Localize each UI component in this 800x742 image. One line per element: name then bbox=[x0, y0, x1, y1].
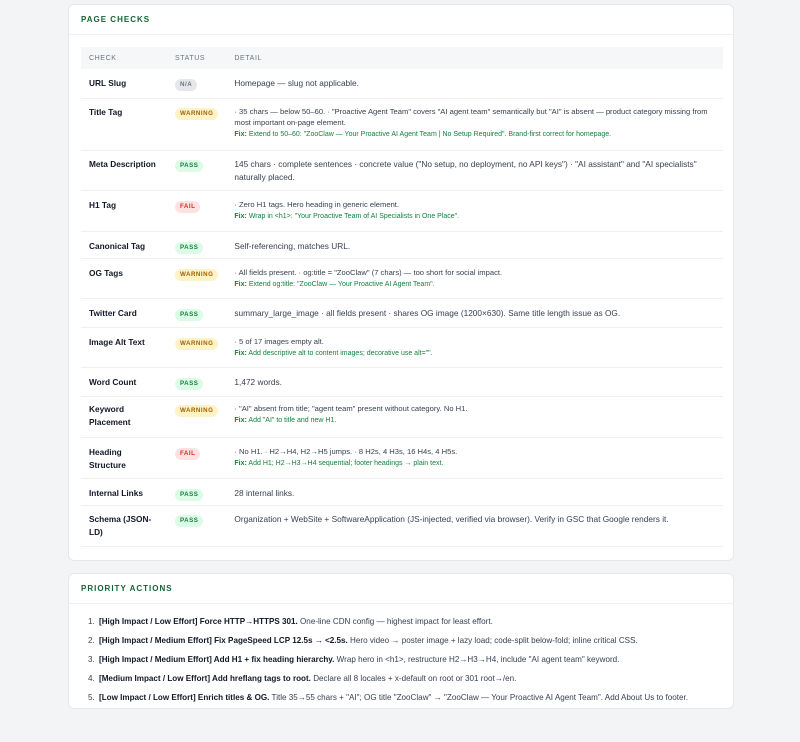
list-item bbox=[97, 616, 727, 628]
status-badge: PASS bbox=[175, 160, 203, 172]
table-row bbox=[81, 478, 723, 505]
status-badge: PASS bbox=[175, 309, 203, 321]
detail-cell bbox=[226, 98, 723, 150]
detail-cell bbox=[226, 437, 723, 478]
column-header-detail: DETAIL bbox=[234, 54, 262, 62]
status-cell bbox=[167, 98, 226, 150]
table-row bbox=[81, 396, 723, 437]
detail-cell bbox=[226, 478, 723, 505]
fix-text bbox=[234, 279, 715, 290]
status-badge: WARNING bbox=[175, 269, 218, 281]
priority-actions-card bbox=[68, 573, 734, 709]
status-cell bbox=[167, 396, 226, 437]
divider bbox=[69, 603, 733, 604]
checks-table bbox=[81, 47, 723, 547]
status-badge: WARNING bbox=[175, 405, 218, 417]
fix-text bbox=[234, 348, 715, 359]
status-badge: WARNING bbox=[175, 338, 218, 350]
status-cell bbox=[167, 231, 226, 258]
priority-actions-list bbox=[81, 616, 727, 711]
check-name: Title Tag bbox=[81, 98, 167, 150]
detail-text: · 5 of 17 images empty alt. bbox=[234, 336, 324, 346]
fix-text bbox=[234, 415, 715, 426]
divider bbox=[69, 34, 733, 35]
table-row bbox=[81, 258, 723, 298]
checks-table-body bbox=[81, 69, 723, 546]
detail-cell bbox=[226, 231, 723, 258]
status-cell bbox=[167, 258, 226, 298]
fix-label: Fix: bbox=[234, 280, 247, 288]
table-row bbox=[81, 327, 723, 367]
check-name: Image Alt Text bbox=[81, 327, 167, 367]
status-badge: PASS bbox=[175, 489, 203, 501]
check-name: Keyword Placement bbox=[81, 396, 167, 437]
check-name: Schema (JSON-LD) bbox=[81, 505, 167, 546]
fix-label: Fix: bbox=[234, 212, 247, 220]
status-cell bbox=[167, 478, 226, 505]
detail-text: · No H1. · H2→H4, H2→H5 jumps. · 8 H2s, 4 H3s, 16 H4s, 4 H5s. bbox=[234, 446, 458, 456]
status-badge: FAIL bbox=[175, 448, 200, 460]
fix-detail: Add "AI" to title and new H1. bbox=[248, 416, 337, 424]
fix-detail: Wrap in <h1>: "Your Proactive Team of AI Specialists in One Place". bbox=[248, 212, 460, 220]
fix-detail: Add descriptive alt to content images; decorative use alt="". bbox=[248, 349, 433, 357]
check-name: Meta Description bbox=[81, 150, 167, 190]
check-name: Internal Links bbox=[81, 478, 167, 505]
page-checks-title: PAGE CHECKS bbox=[81, 15, 151, 24]
action-text: Hero video → poster image + lazy load; code-split below-fold; inline critical CSS. bbox=[350, 636, 638, 645]
detail-text: Homepage — slug not applicable. bbox=[234, 78, 359, 88]
fix-text bbox=[234, 211, 715, 222]
status-cell bbox=[167, 505, 226, 546]
table-row bbox=[81, 150, 723, 190]
detail-text: 28 internal links. bbox=[234, 487, 295, 498]
status-cell bbox=[167, 437, 226, 478]
status-badge: PASS bbox=[175, 378, 203, 390]
list-item bbox=[97, 673, 727, 685]
check-name: H1 Tag bbox=[81, 190, 167, 231]
priority-actions-title: PRIORITY ACTIONS bbox=[81, 584, 173, 593]
check-name: URL Slug bbox=[81, 69, 167, 98]
action-text: One-line CDN config — highest impact for least effort. bbox=[300, 617, 493, 626]
fix-label: Fix: bbox=[234, 130, 247, 138]
status-cell bbox=[167, 190, 226, 231]
detail-cell bbox=[226, 367, 723, 396]
action-lead: [High Impact / Medium Effort] Add H1 + fix heading hierarchy. bbox=[99, 655, 335, 664]
status-cell bbox=[167, 327, 226, 367]
column-header-check: CHECK bbox=[89, 54, 117, 62]
fix-detail: Add H1; H2→H3→H4 sequential; footer headings → plain text. bbox=[248, 459, 444, 467]
detail-text: · Zero H1 tags. Hero heading in generic element. bbox=[234, 199, 400, 209]
detail-text: · 35 chars — below 50–60. · "Proactive Agent Team" covers "AI agent team" semantically but "AI" is absent — product category missing from most important on-page element. bbox=[234, 106, 708, 127]
status-badge: WARNING bbox=[175, 108, 218, 120]
list-item bbox=[97, 654, 727, 666]
detail-text: 1,472 words. bbox=[234, 376, 282, 387]
table-row bbox=[81, 69, 723, 98]
page-checks-card bbox=[68, 4, 734, 561]
table-row bbox=[81, 298, 723, 327]
detail-cell bbox=[226, 69, 723, 98]
fix-label: Fix: bbox=[234, 459, 247, 467]
check-name: Word Count bbox=[81, 367, 167, 396]
fix-label: Fix: bbox=[234, 349, 247, 357]
detail-cell bbox=[226, 396, 723, 437]
list-item bbox=[97, 692, 727, 704]
column-header-status: STATUS bbox=[175, 54, 206, 62]
action-lead: [Low Impact / Low Effort] Enrich titles & OG. bbox=[99, 693, 270, 702]
action-lead: [High Impact / Medium Effort] Fix PageSpeed LCP 12.5s → <2.5s. bbox=[99, 636, 348, 645]
check-name: Canonical Tag bbox=[81, 231, 167, 258]
detail-text: summary_large_image · all fields present · shares OG image (1200×630). Same title length issue as OG. bbox=[234, 307, 621, 318]
detail-cell bbox=[226, 327, 723, 367]
action-text: Declare all 8 locales + x-default on root or 301 root→/en. bbox=[313, 674, 517, 683]
status-cell bbox=[167, 150, 226, 190]
list-item bbox=[97, 635, 727, 647]
check-name: OG Tags bbox=[81, 258, 167, 298]
detail-cell bbox=[226, 150, 723, 190]
check-name: Heading Structure bbox=[81, 437, 167, 478]
detail-text: · "AI" absent from title; "agent team" present without category. No H1. bbox=[234, 403, 468, 413]
status-badge: N/A bbox=[175, 79, 197, 91]
fix-label: Fix: bbox=[234, 416, 247, 424]
fix-detail: Extend og:title: "ZooClaw — Your Proactive AI Agent Team". bbox=[248, 280, 435, 288]
table-row bbox=[81, 231, 723, 258]
table-row bbox=[81, 190, 723, 231]
detail-cell bbox=[226, 505, 723, 546]
status-cell bbox=[167, 69, 226, 98]
detail-text: Self-referencing, matches URL. bbox=[234, 240, 351, 251]
table-row bbox=[81, 505, 723, 546]
fix-detail: Extend to 50–60: "ZooClaw — Your Proactive AI Agent Team | No Setup Required". Brand-first correct for homepage. bbox=[248, 130, 612, 138]
status-badge: FAIL bbox=[175, 201, 200, 213]
table-header-row bbox=[81, 47, 723, 69]
table-row bbox=[81, 367, 723, 396]
status-badge: PASS bbox=[175, 242, 203, 254]
action-lead: [Medium Impact / Low Effort] Add hreflang tags to root. bbox=[99, 674, 311, 683]
status-cell bbox=[167, 298, 226, 327]
fix-text bbox=[234, 129, 715, 140]
detail-text: Organization + WebSite + SoftwareApplication (JS-injected, verified via browser). Verify in GSC that Google renders it. bbox=[234, 513, 669, 524]
status-cell bbox=[167, 367, 226, 396]
detail-cell bbox=[226, 298, 723, 327]
table-row bbox=[81, 98, 723, 150]
status-badge: PASS bbox=[175, 515, 203, 527]
table-row bbox=[81, 437, 723, 478]
detail-cell bbox=[226, 190, 723, 231]
action-lead: [High Impact / Low Effort] Force HTTP→HTTPS 301. bbox=[99, 617, 298, 626]
fix-text bbox=[234, 458, 715, 469]
action-text: Title 35→55 chars + "AI"; OG title "ZooClaw" → "ZooClaw — Your Proactive AI Agent Team". Add About Us to footer. bbox=[271, 693, 689, 702]
action-text: Wrap hero in <h1>, restructure H2→H3→H4, include "AI agent team" keyword. bbox=[336, 655, 620, 664]
detail-text: · All fields present. · og:title = "ZooClaw" (7 chars) — too short for social impact. bbox=[234, 267, 503, 277]
check-name: Twitter Card bbox=[81, 298, 167, 327]
detail-text: 145 chars · complete sentences · concrete value ("No setup, no deployment, no API keys") · "AI assistant" and "AI specialists" naturally placed. bbox=[234, 158, 697, 182]
detail-cell bbox=[226, 258, 723, 298]
